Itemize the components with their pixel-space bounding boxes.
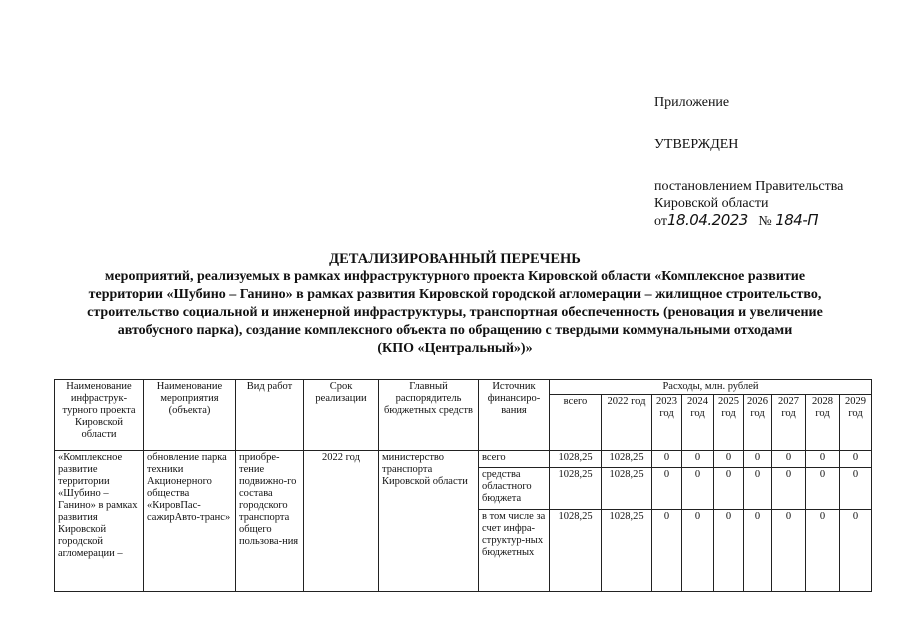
header-year: 2025 год bbox=[714, 395, 744, 451]
project-name-cell: «Комплексное развитие территории «Шубино – Ганино» в рамках развития Кировской городской агломерации – bbox=[55, 451, 144, 592]
approved-label: УТВЕРЖДЕН bbox=[654, 137, 739, 152]
value-cell: 0 bbox=[772, 468, 806, 510]
value-cell: 0 bbox=[772, 451, 806, 468]
value-cell: 0 bbox=[806, 451, 840, 468]
value-cell: 0 bbox=[682, 468, 714, 510]
value-cell: 0 bbox=[652, 468, 682, 510]
value-cell: 0 bbox=[840, 468, 872, 510]
table-row bbox=[55, 451, 872, 468]
detailed-list-table bbox=[54, 379, 872, 592]
title-line-4: автобусного парка), создание комплексного объекта по обращению с твердыми коммунальными отходами bbox=[117, 323, 793, 338]
decree-date-line bbox=[654, 212, 894, 230]
value-cell: 0 bbox=[840, 451, 872, 468]
title-main: ДЕТАЛИЗИРОВАННЫЙ ПЕРЕЧЕНЬ bbox=[329, 251, 581, 267]
value-cell: 0 bbox=[744, 510, 772, 592]
source-cell: всего bbox=[479, 451, 550, 468]
source-cell: средства областного бюджета bbox=[479, 468, 550, 510]
header-event: Наименование мероприятия (объекта) bbox=[144, 380, 236, 451]
value-cell: 0 bbox=[714, 451, 744, 468]
header-year: 2026 год bbox=[744, 395, 772, 451]
header-expenses: Расходы, млн. рублей bbox=[550, 380, 872, 395]
value-cell: 1028,25 bbox=[602, 510, 652, 592]
value-cell: 0 bbox=[652, 451, 682, 468]
header-year: 2028 год bbox=[806, 395, 840, 451]
header-year: 2022 год bbox=[602, 395, 652, 451]
value-cell: 0 bbox=[682, 451, 714, 468]
header-year: 2027 год bbox=[772, 395, 806, 451]
header-work: Вид работ bbox=[236, 380, 304, 451]
handwritten-number: 184-П bbox=[775, 211, 819, 229]
approval-block bbox=[654, 94, 894, 230]
work-type-cell: приобре-тение подвижно-го состава городского транспорта общего пользова-ния bbox=[236, 451, 304, 592]
header-total: всего bbox=[550, 395, 602, 451]
appendix-label: Приложение bbox=[654, 95, 730, 110]
header-term: Срок реализации bbox=[304, 380, 379, 451]
title-line-1: мероприятий, реализуемых в рамках инфраструктурного проекта Кировской области «Комплексное развитие bbox=[104, 269, 806, 284]
value-cell: 0 bbox=[714, 468, 744, 510]
title-line-5: (КПО «Центральный»)» bbox=[377, 341, 533, 356]
title-line-2: территории «Шубино – Ганино» в рамках развития Кировской городской агломерации – жилищное строительство, bbox=[88, 287, 822, 302]
value-cell: 0 bbox=[682, 510, 714, 592]
value-cell: 0 bbox=[772, 510, 806, 592]
value-cell: 0 bbox=[744, 468, 772, 510]
table-header-row-1 bbox=[55, 380, 872, 395]
header-manager: Главный распорядитель бюджетных средств bbox=[379, 380, 479, 451]
value-cell: 1028,25 bbox=[602, 468, 652, 510]
header-project: Наименование инфраструк-турного проекта Кировской области bbox=[55, 380, 144, 451]
manager-cell: министерство транспорта Кировской области bbox=[379, 451, 479, 592]
value-cell: 0 bbox=[714, 510, 744, 592]
document-title bbox=[60, 250, 850, 358]
total-cell: 1028,25 bbox=[550, 451, 602, 468]
date-prefix: от bbox=[654, 214, 667, 229]
value-cell: 0 bbox=[806, 468, 840, 510]
header-year: 2024 год bbox=[682, 395, 714, 451]
source-cell: в том числе за счет инфра-структур-ных бюджетных bbox=[479, 510, 550, 592]
value-cell: 0 bbox=[806, 510, 840, 592]
value-cell: 0 bbox=[744, 451, 772, 468]
handwritten-date: 18.04.2023 bbox=[666, 211, 748, 229]
total-cell: 1028,25 bbox=[550, 468, 602, 510]
decree-line-1: постановлением Правительства bbox=[654, 179, 844, 194]
value-cell: 0 bbox=[652, 510, 682, 592]
number-prefix: № bbox=[758, 214, 772, 229]
value-cell: 0 bbox=[840, 510, 872, 592]
header-year: 2029 год bbox=[840, 395, 872, 451]
event-name-cell: обновление парка техники Акционерного общества «КировПас-сажирАвто-транс» bbox=[144, 451, 236, 592]
value-cell: 1028,25 bbox=[602, 451, 652, 468]
header-source: Источник финансиро-вания bbox=[479, 380, 550, 451]
total-cell: 1028,25 bbox=[550, 510, 602, 592]
header-year: 2023 год bbox=[652, 395, 682, 451]
term-cell: 2022 год bbox=[304, 451, 379, 592]
decree-line-2: Кировской области bbox=[654, 196, 769, 211]
title-line-3: строительство социальной и инженерной инфраструктуры, транспортная обеспеченность (реновация и увеличение bbox=[87, 305, 823, 320]
